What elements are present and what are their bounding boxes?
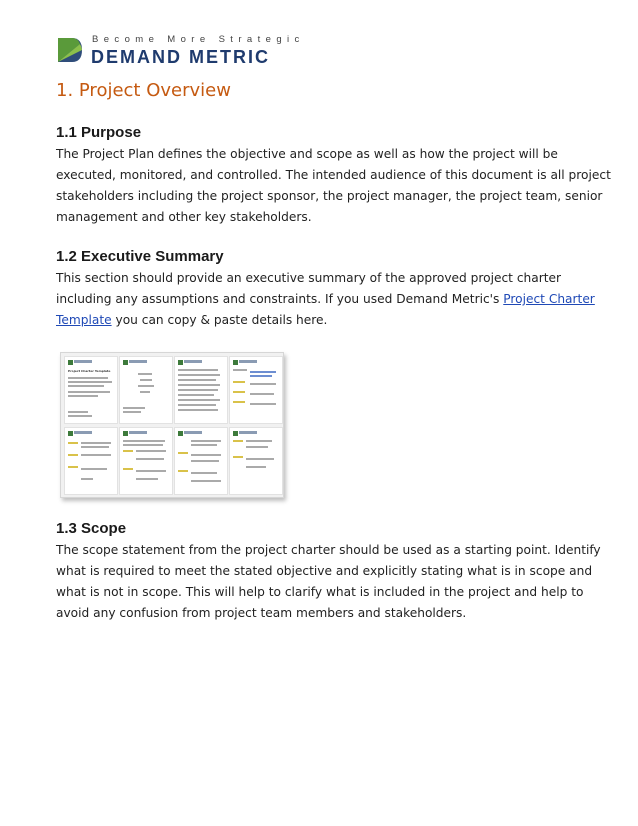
project-charter-template-preview[interactable]: [60, 352, 284, 498]
preview-page: [119, 427, 173, 495]
preview-page: [64, 427, 118, 495]
purpose-paragraph: [56, 144, 611, 228]
summary-line: [56, 310, 596, 331]
scope-heading: 1.3 Scope: [56, 520, 127, 537]
summary-line-text: including any assumptions and constraints. If you used Demand Metric's: [56, 292, 504, 306]
purpose-line: executed, monitored, and controlled. The intended audience of this document is all project: [56, 168, 611, 182]
purpose-line: The Project Plan defines the objective and scope as well as how the project will be: [56, 147, 558, 161]
scope-line: The scope statement from the project charter should be used as a starting point. Identify: [56, 543, 601, 557]
project-charter-link[interactable]: Project Charter: [503, 292, 595, 306]
logo-mark-icon: [56, 36, 84, 64]
demand-metric-logo: [56, 34, 306, 68]
project-charter-link-continued[interactable]: Template: [56, 313, 112, 327]
executive-summary-heading: 1.2 Executive Summary: [56, 248, 224, 265]
executive-summary-paragraph: [56, 268, 596, 331]
scope-line: what is not in scope. This will help to clarify what is included in the project and help to: [56, 585, 584, 599]
purpose-line: stakeholders including the project sponsor, the project manager, the project team, senior: [56, 189, 603, 203]
purpose-heading: 1.1 Purpose: [56, 124, 142, 141]
purpose-line: management and other key stakeholders.: [56, 210, 312, 224]
summary-line-text: you can copy & paste details here.: [111, 313, 328, 327]
preview-page-title: Project Charter Template: [68, 369, 111, 373]
preview-page: [229, 356, 283, 424]
logo-tagline: Become More Strategic: [92, 34, 305, 45]
preview-page: [229, 427, 283, 495]
summary-line: [56, 289, 596, 310]
preview-page: [119, 356, 173, 424]
logo-name: DEMAND METRIC: [91, 47, 270, 67]
scope-paragraph: [56, 540, 601, 624]
preview-page: [174, 356, 228, 424]
section-title: 1. Project Overview: [56, 80, 231, 101]
preview-page: [174, 427, 228, 495]
summary-line: This section should provide an executive summary of the approved project charter: [56, 271, 562, 285]
scope-line: avoid any confusion from project team members and stakeholders.: [56, 606, 467, 620]
scope-line: what is required to meet the stated objective and explicitly stating what is in scope and: [56, 564, 593, 578]
preview-page: [64, 356, 118, 424]
